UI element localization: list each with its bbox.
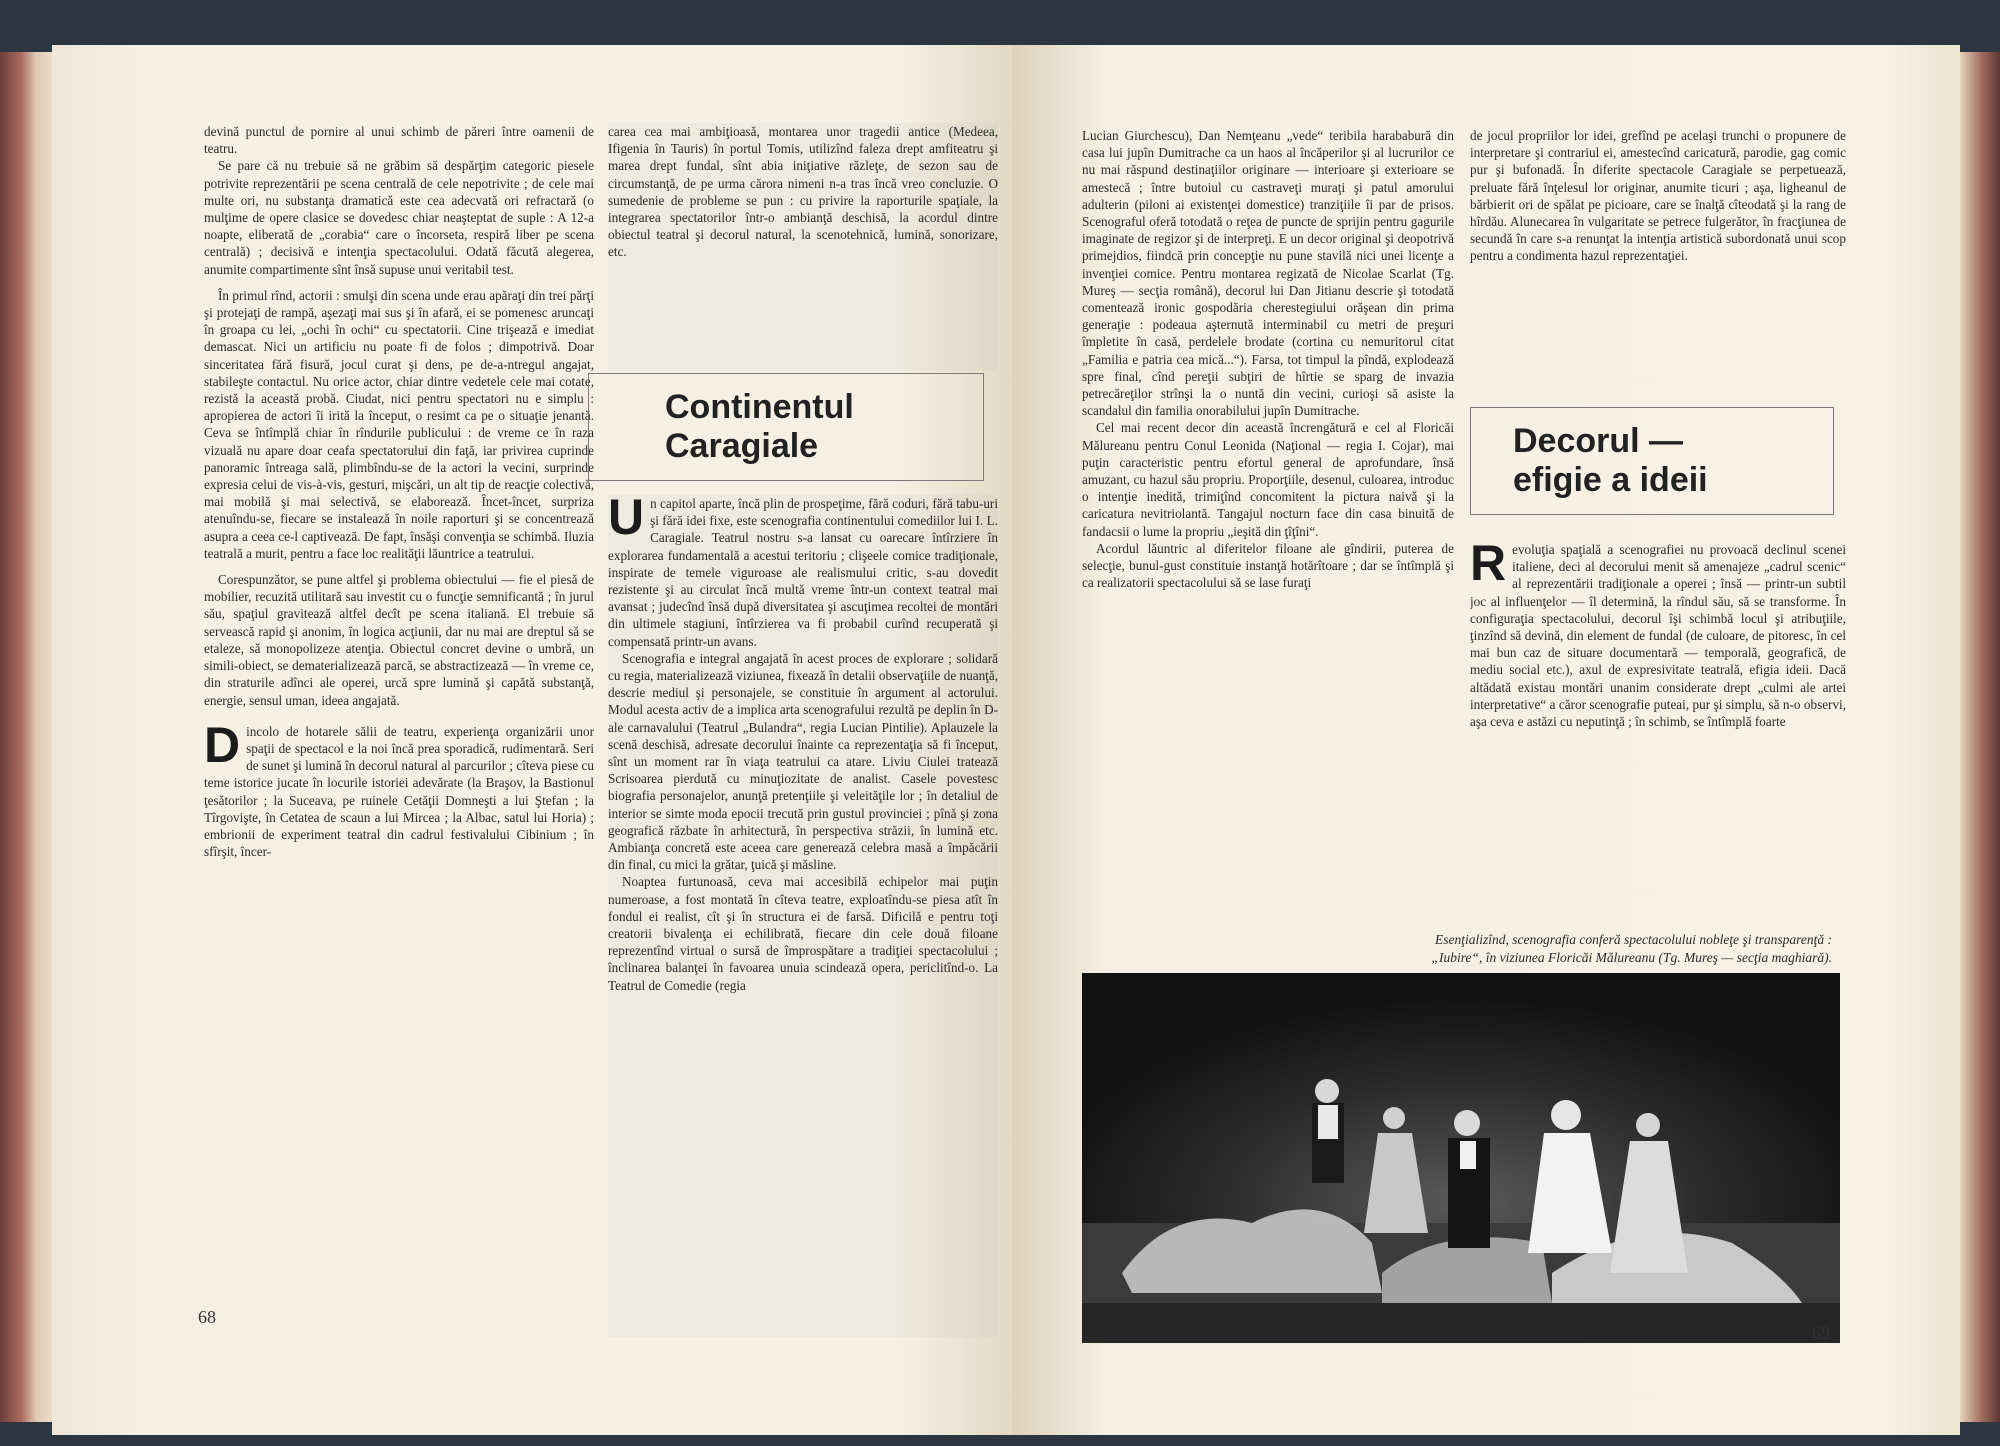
headline-line: efigie a ideii <box>1513 461 1708 499</box>
right-column-1 <box>1082 127 1454 887</box>
paragraph: carea cea mai ambiţioasă, montarea unor tragedii antice (Medeea, Ifigenia în Tauris) în portul Tomis, utilizînd faleza drept amfiteatru şi marea drept fundal, sînt abia iniţiative răzleţe, de sezon sau de circumstanţă, de pe urma cărora nimeni n-a tras încă vreo concluzie. O sumedenie de probleme se pun : cu privire la raporturile spaţiale, la integrarea spectatorilor într-o ambianţă deschisă, la acordul dintre obiectul teatral şi decorul natural, la scenotehnică, lumină, sonorizare, etc. <box>608 124 998 260</box>
headline-line: Caragiale <box>665 427 819 465</box>
paragraph <box>608 495 998 650</box>
paragraph: În primul rînd, actorii : smulşi din scena unde erau apăraţi din trei părţi şi protejaţi de rampă, aşezaţi mai sus şi în afară, ei se pomenesc aruncaţi în groapa cu lei, „ochi în ochi“ cu spectatorii. Cine trişează e imediat demascat. Nici un artificiu nu poate fi de folos ; dimpotrivă. Doar sinceritatea fără fisură, jocul curat şi dens, pe de-a-ntregul angajat, stabileşte contactul. Nu orice actor, chiar dintre vedetele cele mai cotate, rezistă la această probă. Ciudat, nici pentru spectatori nu e simplu : apropierea de actori îi irită la început, o resimt ca pe o situaţie jenantă. Ceva se întîmplă chiar în rîndurile publicului : de vreme ce în raza vizuală nu apare doar ceafa spectatorului din faţă, iar privirea cuprinde panoramic întreaga sală, plimbîndu-se de la actori la vecini, surprinde expresia celui de vis-à-vis, gesturi, mişcări, un alt tip de reacţie colectivă, mai mobilă şi mai selectivă, se elaborează. Încet-încet, surpriza atenuîndu-se, fiecare se instalează în noile raporturi şi se concentrează asupra a ceea ce-l captivează. De fapt, însăşi convenţia se schimbă. Iluzia teatrală a murit, pentru a face loc realităţii lăuntrice a teatrului. <box>204 287 594 561</box>
right-column-2 <box>1470 127 1846 407</box>
book-edge-left <box>0 52 60 1422</box>
right-page <box>1012 45 1960 1435</box>
headline-decorul-efigie <box>1470 407 1834 515</box>
theatre-scene-illustration <box>1082 973 1840 1343</box>
photo-caption <box>1072 931 1832 967</box>
caption-line: Esenţializînd, scenografia conferă spectacolului nobleţe şi transparenţă : <box>1435 932 1832 947</box>
paragraph-text: evoluţia spaţială a scenografiei nu provoacă declinul scenei italiene, deci al decorului menit să amenajeze „cadrul scenic“ al reprezentării tradiţionale a operei ; însă — printr-un subtil joc al influenţelor — îl determină, la rîndul său, să se transforme. În configuraţia spectacolului, decorul îşi schimbă locul şi atribuţiile, ţinzînd să devină, din element de fundal (de culoare, de pitoresc, în cel mai bun caz de situare documentară — temporală, geografică, de mediu social etc.), axul de expresivitate teatrală, efigia ideii. Dacă altădată existau montări unanim considerate drept „culmi ale artei interpretative“ a căror scenografie puteai, pur şi simplu, să n-o observi, aşa ceva e astăzi cu neputinţă ; în schimb, se întîmplă foarte <box>1470 542 1846 730</box>
drop-cap: D <box>204 716 241 773</box>
left-column-2-body <box>608 495 998 1337</box>
drop-cap: R <box>1470 541 1507 591</box>
headline-continentul-caragiale <box>588 373 984 481</box>
headline-line: Continentul <box>665 388 854 426</box>
right-column-2-body <box>1470 541 1846 885</box>
drop-cap: U <box>608 495 645 545</box>
paragraph: Se pare că nu trebuie să ne grăbim să despărţim categoric piesele potrivite reprezentării pe scena centrală de cele nepotrivite ; de cele mai multe ori, nu substanţa dramatică este cea adecvată ori refractară (o mulţime de opere clasice se dovedesc chiar neaşteptat de suple : A 12-a noapte, eliberată de „corabia“ care o încorseta, respiră liber pe scena centrală) ; decisivă e intenţia spectacolului. Odată făcută alegerea, anumite compartimente sînt însă supuse unui veritabil test. <box>204 158 594 277</box>
headline-line: Decorul — <box>1513 422 1684 460</box>
paragraph: devină punctul de pornire al unui schimb de păreri între oamenii de teatru. <box>204 124 594 157</box>
paragraph: Scenografia e integral angajată în acest proces de explorare ; solidară cu regia, materializează viziunea, fixează în detalii observaţiile de nuanţă, descrie mediul şi personajele, se constituie în argument al actorului. Modul acesta activ de a implica arta scenografului rezultă pe deplin în D-ale carnavalului (Teatrul „Bulandra“, regia Lucian Pintilie). Aplauzele la scenă deschisă, adresate decorului înainte ca reprezentaţia să fi început, sînt un moment rar în viaţa teatrului ca atare. Liviu Ciulei tratează Scrisoarea pierdută cu minuţiozitate de analist. Casele povestesc biografia personajelor, anunţă pretenţiile şi veleităţile lor ; în detaliul de interior se simte moda epocii trecută prin gustul provinciei ; pînă şi zona geografică răzbate în arhitectură, în perspectiva străzii, în lumină etc. Ambianţa concretă este aceea care generează celebra masă a împăcării din final, cu mici la grătar, ţuică şi măsline. <box>608 650 998 873</box>
theatre-scene-photo <box>1082 973 1840 1343</box>
paragraph: Corespunzător, se pune altfel şi problema obiectului — fie el piesă de mobilier, recuzită utilitară sau investit cu o funcţie semnificantă ; în jurul său, spaţiul gravitează altfel decît pe scena italiană. El trebuie să servească rapid şi anonim, în logica acţiunii, dar nu mai are dreptul să se etaleze, să monopolizeze atenţia. Obiectul concret devine o umbră, un simili-obiect, se dematerializează parcă, se abstractizează — în vreme ce, din straturile adînci ale operei, urcă spre lumină şi capătă substanţă, energie, sensul uman, ideea angajată. <box>204 572 594 708</box>
book-edge-right <box>1960 52 2000 1422</box>
caption-line: „Iubire“, în viziunea Floricăi Mălureanu (Tg. Mureş — secţia maghiară). <box>1431 950 1832 965</box>
left-page <box>52 45 1012 1435</box>
paragraph <box>1470 541 1846 730</box>
left-column-2 <box>608 123 998 371</box>
page-number-left: 68 <box>198 1307 216 1327</box>
paragraph: de jocul propriilor lor idei, grefînd pe acelaşi trunchi o propunere de interpretare şi contrariul ei, amestecînd caricatură, parodie, gag comic pur şi bufonadă. În diferite spectacole Caragiale se perpetuează, preluate fără înţelesul lor originar, anumite ticuri ; aşa, ligheanul de bărbierit ori de spălat pe picioare, care se înalţă cîteodată şi la rang de hîrdău. Alunecarea în vulgaritate se petrece fulgerător, în fracţiunea de secundă în care s-a renunţat la intenţia artistică subordonată unui scop pentru a condimenta hazul reprezentaţiei. <box>1470 128 1846 264</box>
paragraph: Acordul lăuntric al diferitelor filoane ale gîndirii, puterea de selecţie, bunul-gust constituie instanţă hotărîtoare ; dar se întîmplă şi ca realizatorii spectacolului să se lase furaţi <box>1082 540 1454 591</box>
page-number-right: 69 <box>1812 1323 1830 1343</box>
paragraph-text: n capitol aparte, încă plin de prospeţime, fără coduri, fără tabu-uri şi fără idei fixe, este scenografia continentului comediilor lui I. L. Caragiale. Teatrul nostru s-a lansat cu oarecare întîrziere în explorarea fundamentală a acestui teritoriu ; clişeele comice tradiţionale, inspirate de temele viguroase ale realismului critic, s-au dovedit rezistente şi au circulat încă multă vreme într-un context teatral mai avansat ; judecînd însă după diversitatea şi ascuţimea recoltei de montări din ultimele stagiuni, întîrzierea va fi probabil curînd recuperată şi compensată printr-un avans. <box>608 496 998 649</box>
paragraph <box>204 716 594 861</box>
paragraph-text: incolo de hotarele sălii de teatru, experienţa organizării unor spaţii de spectacol e la noi încă prea sporadică, rudimentară. Seri de sunet şi lumină în decorul natural al parcurilor ; cîteva piese cu teme istorice jucate în locurile istoriei adevărate (la Braşov, la Bastionul ţesătorilor ; la Suceava, pe ruinele Cetăţii Domneşti a lui Ştefan ; la Tîrgovişte, în Cetatea de scaun a lui Mircea ; la Albac, satul lui Horia) ; embrionii de experiment teatral din cadrul festivalului Cibinium ; în sfîrşit, încer- <box>204 723 594 860</box>
paragraph: Cel mai recent decor din această încrengătură e cel al Floricăi Mălureanu pentru Conul Leonida (Naţional — regia I. Cojar), mai puţin caracteristic pentru efortul general de aprofundare, însă amuzant, cu hazul său propriu. Proporţiile, desenul, culoarea, introduc o intenţie inedită, trimiţînd concomitent la pictura naivă şi la caricatura nevitriolantă. Tangajul nocturn face din casa binuită de fandacsii o lume la propriu „ieşită din ţîţîni“. <box>1082 420 1454 539</box>
paragraph: Lucian Giurchescu), Dan Nemţeanu „vede“ teribila harababură din casa lui jupîn Dumitrache ca un haos al încăperilor şi al lucrurilor ce nu mai răspund destinaţiilor originare — interioare şi exterioare se amestecă ; între butoiul cu castraveţi muraţi şi patul amorului adulterin (piloni ai existenţei domestice) tranziţiile îi par de prisos. Scenograful oferă totodată o reţea de puncte de sprijin pentru gagurile imaginate de regizor şi de interpreţi. E un decor original şi deopotrivă primejdios, fiindcă prin concepţie nu pune stavilă nici unei licenţe a invenţiei comice. Pentru montarea regizată de Nicolae Scarlat (Tg. Mureş — secţia română), decorul lui Dan Jitianu descrie şi totodată comentează ironic gospodăria cherestegiului orăşean din prima generaţie : podeaua aşternută interminabil cu metri de preşuri împletite în casă, perdelele brodate (cortina cu nemuritorul citat „Familia e patria cea mică...“). Farsa, tot timpul la pîndă, explodează spre final, cînd pereţii subţiri de hîrtie se sparg de invazia petrecăreţilor strînşi la o nuntă din vecini, curioşi să asiste la scandalul din familia onorabilului jupîn Dumitrache. <box>1082 128 1454 419</box>
left-column-1 <box>204 123 594 1337</box>
paragraph: Noaptea furtunoasă, ceva mai accesibilă echipelor mai puţin numeroase, a fost montată în cîteva teatre, exploatîndu-se piesa atît în fondul ei realist, cît şi în structura ei de farsă. Dificilă e pentru toţi creatorii bivalenţa ei echilibrată, fiecare din cele două filoane reprezentînd virtual o sursă de împrospătare a tradiţiei spectacolului ; înclinarea balanţei în favoarea unuia scindează opera, periclitînd-o. La Teatrul de Comedie (regia <box>608 874 998 993</box>
